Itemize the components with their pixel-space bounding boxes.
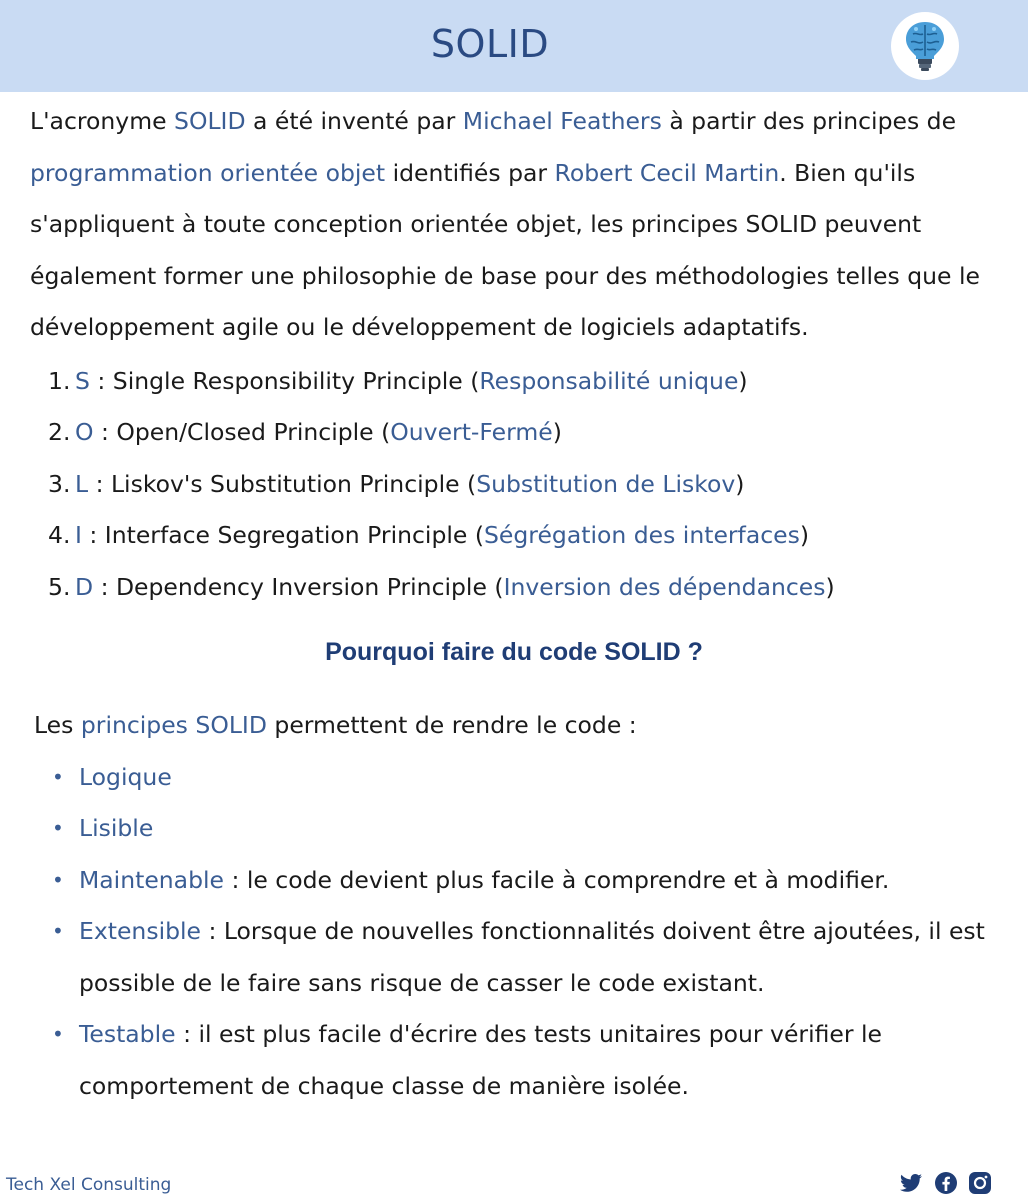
principle-name: : Open/Closed Principle ( <box>93 418 391 446</box>
principle-item <box>48 459 1010 511</box>
intro-text: à partir des principes de <box>661 107 957 135</box>
principle-item <box>48 510 1010 562</box>
facebook-icon[interactable] <box>934 1171 958 1199</box>
principle-name: : Dependency Inversion Principle ( <box>93 572 504 601</box>
principle-french-link[interactable]: Inversion des dépendances <box>503 572 826 601</box>
list-number: 4. <box>48 521 71 549</box>
principle-name: : Single Responsibility Principle ( <box>89 366 480 395</box>
principle-letter[interactable]: O <box>75 418 94 446</box>
michael-feathers-link[interactable]: Michael Feathers <box>462 107 662 135</box>
paren: ) <box>738 366 748 395</box>
list-number: 2. <box>48 418 71 446</box>
list-item <box>52 1009 1014 1112</box>
benefit-term-link[interactable]: Maintenable <box>79 865 224 894</box>
principle-french-link[interactable]: Substitution de Liskov <box>476 469 736 498</box>
principle-letter[interactable]: D <box>75 572 94 601</box>
intro-text: a été inventé par <box>245 107 463 135</box>
bullet-icon: • <box>52 764 64 789</box>
list-item <box>52 803 1014 855</box>
benefits-intro-text: Les <box>34 711 81 739</box>
oop-link[interactable]: programmation orientée objet <box>30 158 386 187</box>
paren: ) <box>825 572 835 601</box>
principle-item <box>48 562 1010 614</box>
intro-text: identifiés par <box>385 158 555 187</box>
principle-letter[interactable]: L <box>75 469 89 498</box>
principle-letter[interactable]: I <box>75 521 82 549</box>
benefits-intro <box>34 700 1014 752</box>
principle-french-link[interactable]: Ouvert-Fermé <box>390 418 553 446</box>
social-links <box>898 1171 1028 1197</box>
section-heading: Pourquoi faire du code SOLID ? <box>325 638 703 666</box>
principle-french-link[interactable]: Ségrégation des interfaces <box>484 521 800 549</box>
bullet-icon: • <box>52 867 64 892</box>
paren: ) <box>735 469 745 498</box>
header-banner <box>0 0 1028 92</box>
solid-link[interactable]: SOLID <box>174 107 246 135</box>
principles-list <box>30 356 1010 614</box>
principle-name: : Interface Segregation Principle ( <box>81 521 485 549</box>
principle-letter[interactable]: S <box>75 366 90 395</box>
robert-martin-link[interactable]: Robert Cecil Martin <box>554 158 780 187</box>
benefit-term-link[interactable]: Extensible <box>79 917 201 945</box>
list-item <box>52 906 1014 1009</box>
benefit-term-link[interactable]: Testable <box>79 1020 176 1048</box>
benefit-desc: : le code devient plus facile à comprendre et à modifier. <box>223 865 890 894</box>
instagram-icon[interactable] <box>968 1171 992 1199</box>
benefits-intro-text: permettent de rendre le code : <box>266 711 637 739</box>
content-area <box>30 96 1010 613</box>
intro-text: L'acronyme <box>30 107 175 135</box>
list-number: 5. <box>48 572 71 601</box>
page-title: SOLID <box>430 22 550 66</box>
list-number: 1. <box>48 366 71 395</box>
benefit-term-link[interactable]: Logique <box>79 762 172 791</box>
principle-french-link[interactable]: Responsabilité unique <box>479 366 739 395</box>
footer-brand: Tech Xel Consulting <box>6 1175 172 1195</box>
benefits-list <box>34 752 1014 1113</box>
intro-paragraph <box>30 96 1010 354</box>
list-item <box>52 855 1014 907</box>
benefit-desc: : Lorsque de nouvelles fonctionnalités doivent être ajoutées, il est possible de le faire sans risque de casser le code existant. <box>79 917 985 997</box>
bullet-icon: • <box>52 919 64 943</box>
twitter-icon[interactable] <box>898 1171 924 1199</box>
paren: ) <box>552 418 562 446</box>
brain-lightbulb-icon <box>891 12 959 80</box>
list-item <box>52 752 1014 804</box>
bullet-icon: • <box>52 1022 64 1046</box>
paren: ) <box>799 521 810 549</box>
bullet-icon: • <box>52 816 64 840</box>
benefit-term-link[interactable]: Lisible <box>79 814 154 842</box>
list-number: 3. <box>48 469 71 498</box>
principle-name: : Liskov's Substitution Principle ( <box>88 469 477 498</box>
principle-item <box>48 356 1010 408</box>
benefit-desc: : il est plus facile d'écrire des tests unitaires pour vérifier le comportement de chaque classe de manière isolée. <box>79 1020 882 1100</box>
benefits-section <box>34 700 1014 1112</box>
intro-text: . Bien qu'ils s'appliquent à toute conception orientée objet, les principes SOLID peuvent également former une philosophie de base pour des méthodologies telles que le développement agile ou le développement de logiciels adaptatifs. <box>30 158 980 341</box>
solid-principles-link[interactable]: principes SOLID <box>80 711 267 739</box>
principle-item <box>48 407 1010 459</box>
